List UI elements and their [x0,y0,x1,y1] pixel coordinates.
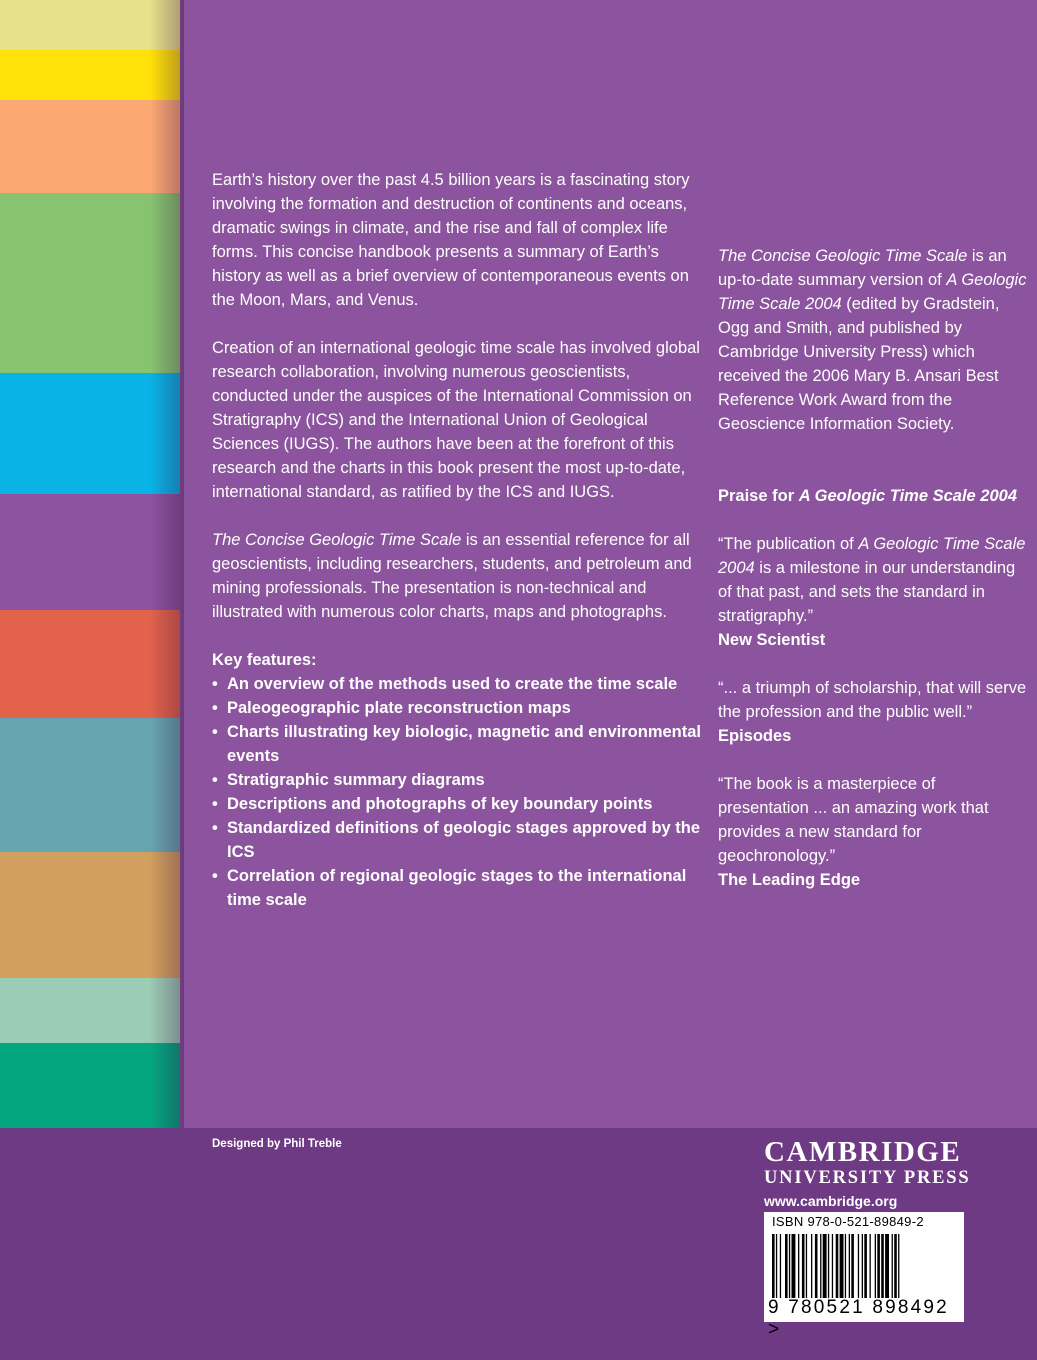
barcode-bar [798,1234,799,1298]
barcode-bar [785,1234,788,1298]
barcode-bar [858,1234,859,1298]
book-title: The Concise Geologic Time Scale [212,531,462,549]
designer-credit: Designed by Phil Treble [212,1138,342,1150]
barcode-bar [811,1234,812,1298]
barcode-bar [806,1234,807,1298]
description-paragraph-2: Creation of an international geologic time scale has involved global research collaboration, involving numerous geoscientists, conducted under the auspices of the International Commission on Stratigraphy (ICS) and the International Union of Geological Sciences (IUGS). The authors have been at the forefront of this research and the charts in this book present the most up-to-date, international standard, as ratified by the ICS and IUGS. [212,339,700,501]
feature-item: • Correlation of regional geologic stages to the international time scale [212,864,702,912]
review-source-1: New Scientist [718,631,826,649]
feature-item: • Standardized definitions of geologic stages approved by the ICS [212,816,702,864]
publisher-name: CAMBRIDGE [764,1136,962,1168]
publisher-website: www.cambridge.org [764,1193,898,1209]
barcode-bar [836,1234,839,1298]
praise-heading-title: A Geologic Time Scale 2004 [798,487,1017,505]
review-quote-3 [718,772,1030,892]
barcode-bar [851,1234,854,1298]
barcode-bar [849,1234,850,1298]
praise-heading-prefix: Praise for [718,487,799,505]
barcode-bar [870,1234,871,1298]
barcode-bar [832,1234,833,1298]
barcode-bar [862,1234,863,1298]
feature-item: • Paleogeographic plate reconstruction maps [212,696,702,720]
feature-item: • Stratigraphic summary diagrams [212,768,702,792]
summary-ref-title: A Geologic Time Scale 2004 [718,271,1027,313]
barcode-bar [823,1234,827,1298]
description-paragraph-3-text: is an essential reference for all geoscientists, including researchers, students, and petroleum and mining professionals. The presentation is non-technical and illustrated with numerous color charts, maps and photographs. [212,531,692,621]
barcode-bar [877,1234,880,1298]
barcode-bar [792,1234,796,1298]
barcode-bar [802,1234,805,1298]
review-source-2: Episodes [718,727,792,745]
barcode-digits: 9 780521 898492 > [768,1297,949,1340]
feature-item: • Charts illustrating key biologic, magnetic and environmental events [212,720,702,768]
isbn-label: ISBN 978-0-521-89849-2 [772,1214,924,1229]
barcode-bar [789,1234,790,1298]
description-paragraph-1: Earth’s history over the past 4.5 billion years is a fascinating story involving the formation and destruction of continents and oceans, dramatic swings in climate, and the rise and fall of complex life forms. This concise handbook presents a summary of Earth’s history as well as a brief overview of contemporaneous events on the Moon, Mars, and Venus. [212,171,690,309]
publisher-logo [764,1136,970,1211]
barcode-bars [770,1234,958,1298]
publisher-subtitle: UNIVERSITY PRESS [764,1168,971,1188]
feature-item: • An overview of the methods used to create the time scale [212,672,702,696]
barcode [764,1212,964,1340]
quote-1-title: A Geologic Time Scale 2004 [718,535,1026,577]
quote-1-start: “The publication of [718,535,859,553]
barcode-bar [875,1234,876,1298]
quote-3-text: “The book is a masterpiece of presentation ... an amazing work that provides a new standard for geochronology.” [718,775,989,865]
summary-text-1: is an up-to-date summary version of [718,247,1007,289]
barcode-bar [776,1234,777,1298]
barcode-bar [894,1234,897,1298]
barcode-bar [815,1234,818,1298]
review-source-3: The Leading Edge [718,871,861,889]
quote-1-end: is a milestone in our understanding of that past, and sets the standard in stratigraphy.” [718,559,1016,625]
barcode-bar [892,1234,893,1298]
quote-2-text: “... a triumph of scholarship, that will serve the profession and the public well.” [718,679,1027,721]
summary-book-title: The Concise Geologic Time Scale [718,247,968,265]
barcode-bar [898,1234,899,1298]
summary-column [718,244,1030,916]
review-quote-2 [718,676,1030,748]
barcode-bar [780,1234,781,1298]
barcode-bar [828,1234,829,1298]
praise-heading [718,484,1030,508]
feature-item: • Descriptions and photographs of key boundary points [212,792,702,816]
key-features-title: Key features: [212,651,317,669]
summary-paragraph [718,244,1030,436]
barcode-bar [820,1234,821,1298]
key-features-list [212,672,702,912]
barcode-bar [881,1234,884,1298]
barcode-bar [885,1234,889,1298]
summary-text-2: (edited by Gradstein, Ogg and Smith, and published by Cambridge University Press) which received the 2006 Mary B. Ansari Best Reference Work Award from the Geoscience Information Society. [718,295,1000,433]
barcode-bar [840,1234,844,1298]
review-quote-1 [718,532,1030,652]
barcode-bar [864,1234,867,1298]
description-column [212,168,702,912]
barcode-bar [772,1234,775,1298]
barcode-bar [845,1234,846,1298]
description-paragraph-3 [212,528,702,624]
